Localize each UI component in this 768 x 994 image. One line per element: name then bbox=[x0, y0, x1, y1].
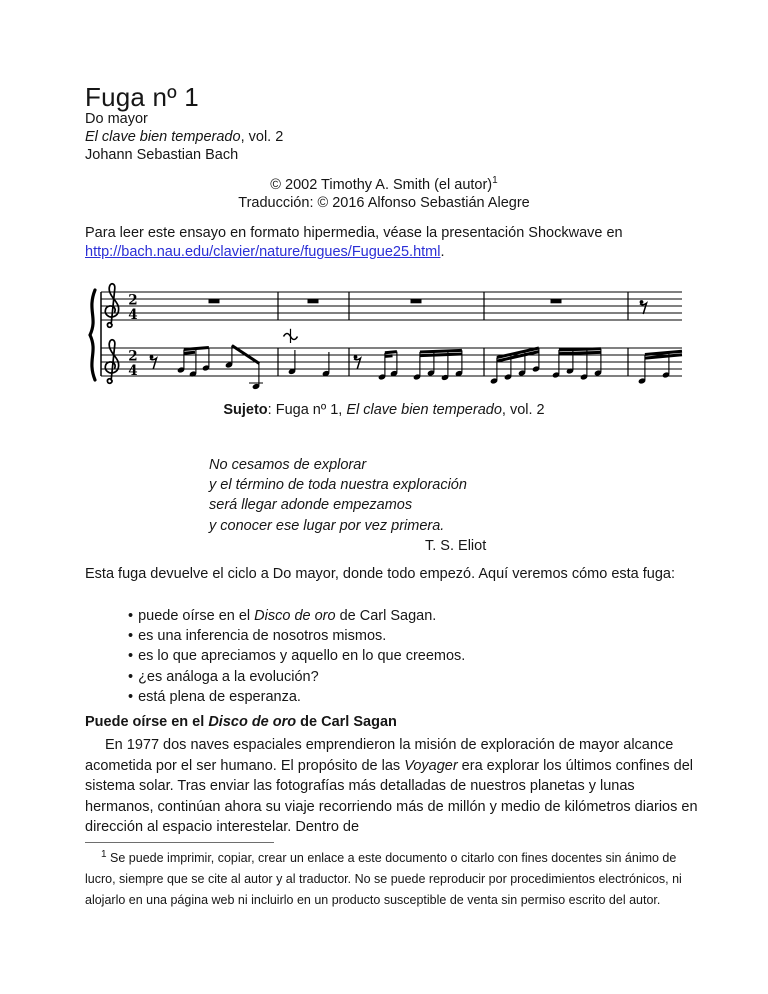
work-title: El clave bien temperado bbox=[85, 129, 241, 145]
copyright-line bbox=[0, 176, 768, 194]
caption-text: : Fuga nº 1, bbox=[267, 402, 347, 418]
list-item: • ¿es análoga a la evolución? bbox=[128, 668, 319, 685]
quote-attribution: T. S. Eliot bbox=[425, 538, 487, 555]
time-sig-numerator: 2 bbox=[128, 292, 138, 309]
list-item: • es lo que apreciamos y aquello en lo que creemos. bbox=[128, 648, 466, 665]
bullet-marker: • bbox=[128, 628, 134, 645]
intro-paragraph bbox=[85, 224, 697, 261]
time-signature bbox=[128, 293, 137, 379]
epigraph-quote bbox=[209, 455, 486, 557]
shockwave-link[interactable]: http://bach.nau.edu/clavier/nature/fugues/Fugue25.html bbox=[85, 243, 441, 260]
whole-rests bbox=[209, 300, 562, 304]
caption-label: Sujeto bbox=[223, 402, 268, 418]
copyright-block bbox=[0, 176, 768, 212]
lead-paragraph: Esta fuga devuelve el ciclo a Do mayor, donde todo empezó. Aquí veremos cómo esta fuga: bbox=[85, 566, 676, 582]
barlines bbox=[278, 292, 628, 376]
time-sig-numerator: 2 bbox=[128, 348, 138, 365]
bullet-marker: • bbox=[128, 648, 134, 665]
staff-lines bbox=[101, 292, 682, 376]
footnote-separator bbox=[85, 842, 274, 843]
translation-line: Traducción: © 2016 Alfonso Sebastián Alegre bbox=[238, 195, 530, 211]
score-caption bbox=[0, 402, 768, 418]
list-item: • está plena de esperanza. bbox=[128, 688, 301, 705]
subtitle-block bbox=[85, 110, 283, 164]
bullet-list bbox=[128, 606, 465, 707]
caption-volume: , vol. 2 bbox=[501, 402, 545, 418]
eighth-rests bbox=[150, 300, 647, 369]
quote-line: y conocer ese lugar por vez primera. bbox=[209, 517, 445, 534]
system-brace-icon bbox=[90, 290, 101, 380]
bullet-marker: • bbox=[128, 608, 134, 624]
list-item: • puede oírse en el Disco de oro de Carl Sagan. bbox=[128, 608, 437, 624]
time-sig-denominator: 4 bbox=[128, 307, 138, 323]
time-sig-denominator: 4 bbox=[128, 363, 138, 379]
intro-period: . bbox=[440, 243, 445, 260]
quote-line: será llegar adonde empezamos bbox=[209, 497, 413, 514]
bullet-marker: • bbox=[128, 688, 134, 705]
bullet-marker: • bbox=[128, 668, 134, 685]
list-item: • es una inferencia de nosotros mismos. bbox=[128, 628, 387, 645]
footnote-marker: 1 bbox=[101, 848, 107, 860]
footnote-ref: 1 bbox=[492, 175, 498, 187]
voyager-italic: Voyager bbox=[404, 757, 458, 774]
caption-work-title: El clave bien temperado bbox=[346, 402, 502, 418]
notes-lower-staff bbox=[177, 346, 682, 390]
work-volume: , vol. 2 bbox=[240, 129, 284, 145]
ornament-icon bbox=[284, 329, 298, 343]
section-heading: Puede oírse en el Disco de oro de Carl Sagan bbox=[85, 714, 397, 730]
music-notation bbox=[86, 278, 683, 396]
subtitle-key: Do mayor bbox=[85, 111, 148, 127]
subtitle-work bbox=[85, 128, 283, 146]
footnote bbox=[85, 848, 707, 911]
footnote-text: Se puede imprimir, copiar, crear un enlace a este documento o citarlo con fines docentes sin ánimo de lucro, siempre que se cite al autor y al traductor. No se puede reproducir por procedimientos electrónicos, ni alojarlo en una página web ni incluirlo en un producto susceptible de venta sin permiso escrito del autor. bbox=[85, 851, 682, 907]
quote-line: y el término de toda nuestra exploración bbox=[209, 477, 467, 494]
intro-text: Para leer este ensayo en formato hipermedia, véase la presentación Shockwave en bbox=[85, 225, 623, 241]
subtitle-author: Johann Sebastian Bach bbox=[85, 147, 239, 163]
body-paragraph: En 1977 dos naves espaciales emprendieron la misión de exploración de mayor alcance acometida por el ser humano. El propósito de las Voyager era explorar los últimos confines del sistema solar. Tras enviar las fotografías más detalladas de nuestros planetas y lunas hermanos, continúan ahora su viaje recorriendo más de millón y medio de kilómetros diarios en dirección al espacio interestelar. Dentro de bbox=[85, 737, 698, 836]
page-title: Fuga nº 1 bbox=[85, 82, 199, 112]
copyright-text: © 2002 Timothy A. Smith (el autor) bbox=[270, 177, 493, 193]
quote-line: No cesamos de explorar bbox=[209, 457, 367, 473]
